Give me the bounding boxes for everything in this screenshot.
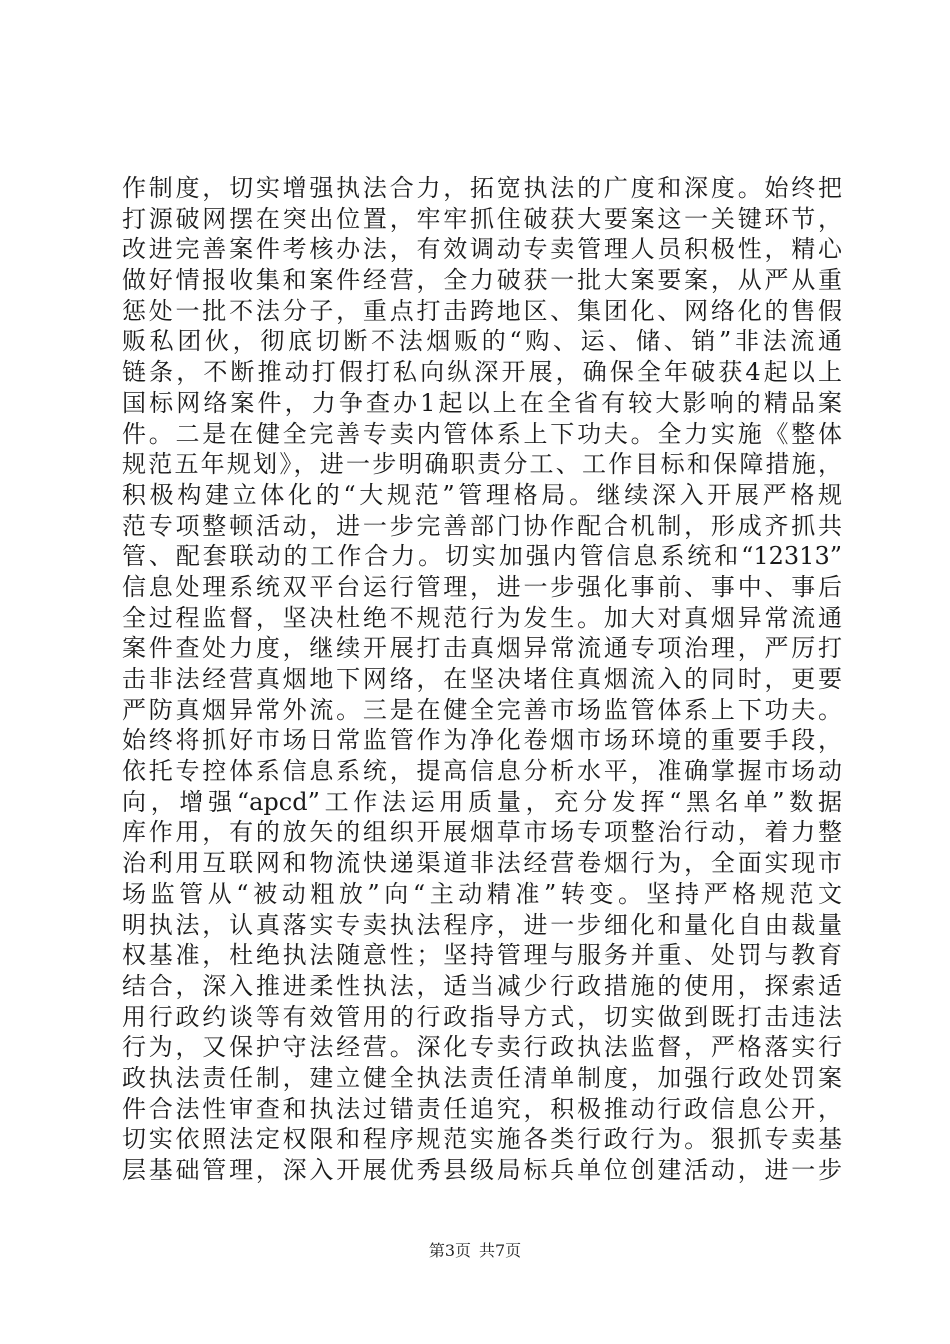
text-line: 范专项整顿活动，进一步完善部门协作配合机制，形成齐抓共	[122, 511, 842, 540]
text-line: 链条，不断推动打假打私向纵深开展，确保全年破获4起以上	[122, 358, 842, 387]
text-line: 全过程监督，坚决杜绝不规范行为发生。加大对真烟异常流通	[122, 603, 842, 632]
text-line: 治利用互联网和物流快递渠道非法经营卷烟行为，全面实现市	[122, 849, 842, 878]
text-line: 规范五年规划》，进一步明确职责分工、工作目标和保障措施，	[122, 450, 842, 479]
text-line: 国标网络案件，力争查办1起以上在全省有较大影响的精品案	[122, 388, 842, 417]
text-line: 件。二是在健全完善专卖内管体系上下功夫。全力实施《整体	[122, 419, 842, 448]
body-text	[122, 173, 842, 1186]
text-line: 明执法，认真落实专卖执法程序，进一步细化和量化自由裁量	[122, 910, 842, 939]
text-line: 击非法经营真烟地下网络，在坚决堵住真烟流入的同时，更要	[122, 665, 842, 693]
text-line: 库作用，有的放矢的组织开展烟草市场专项整治行动，着力整	[122, 818, 842, 847]
page-number: 第3页	[428, 1241, 471, 1260]
text-line: 打源破网摆在突出位置，牢牢抓住破获大要案这一关键环节，	[122, 204, 842, 233]
text-line: 惩处一批不法分子，重点打击跨地区、集团化、网络化的售假	[122, 296, 842, 325]
page-total: 共7页	[479, 1241, 522, 1260]
text-line: 向，增强“apcd”工作法运用质量，充分发挥“黑名单”数据	[122, 787, 842, 816]
text-line: 作制度，切实增强执法合力，拓宽执法的广度和深度。始终把	[122, 174, 842, 202]
text-line: 结合，深入推进柔性执法，适当减少行政措施的使用，探索适	[122, 971, 842, 1000]
text-line: 做好情报收集和案件经营，全力破获一批大案要案，从严从重	[122, 266, 842, 295]
text-line: 件合法性审查和执法过错责任追究，积极推动行政信息公开，	[122, 1094, 842, 1123]
text-line: 严防真烟异常外流。三是在健全完善市场监管体系上下功夫。	[122, 695, 842, 724]
text-line: 案件查处力度，继续开展打击真烟异常流通专项治理，严厉打	[122, 634, 842, 663]
text-line: 管、配套联动的工作合力。切实加强内管信息系统和“12313”	[122, 542, 842, 571]
text-line: 信息处理系统双平台运行管理，进一步强化事前、事中、事后	[122, 572, 842, 601]
text-line: 层基础管理，深入开展优秀县级局标兵单位创建活动，进一步	[122, 1156, 842, 1184]
text-line: 政执法责任制，建立健全执法责任清单制度，加强行政处罚案	[122, 1063, 842, 1092]
text-line: 切实依照法定权限和程序规范实施各类行政行为。狠抓专卖基	[122, 1125, 842, 1154]
text-line: 权基准，杜绝执法随意性；坚持管理与服务并重、处罚与教育	[122, 941, 842, 970]
text-line: 积极构建立体化的“大规范”管理格局。继续深入开展严格规	[122, 480, 842, 509]
page-footer	[0, 1240, 950, 1262]
text-line: 行为，又保护守法经营。深化专卖行政执法监督，严格落实行	[122, 1033, 842, 1062]
text-line: 改进完善案件考核办法，有效调动专卖管理人员积极性，精心	[122, 235, 842, 264]
text-line: 用行政约谈等有效管用的行政指导方式，切实做到既打击违法	[122, 1002, 842, 1031]
text-line: 始终将抓好市场日常监管作为净化卷烟市场环境的重要手段，	[122, 726, 842, 755]
text-line: 场监管从“被动粗放”向“主动精准”转变。坚持严格规范文	[122, 879, 842, 908]
text-line: 贩私团伙，彻底切断不法烟贩的“购、运、储、销”非法流通	[122, 327, 842, 356]
text-line: 依托专控体系信息系统，提高信息分析水平，准确掌握市场动	[122, 757, 842, 786]
